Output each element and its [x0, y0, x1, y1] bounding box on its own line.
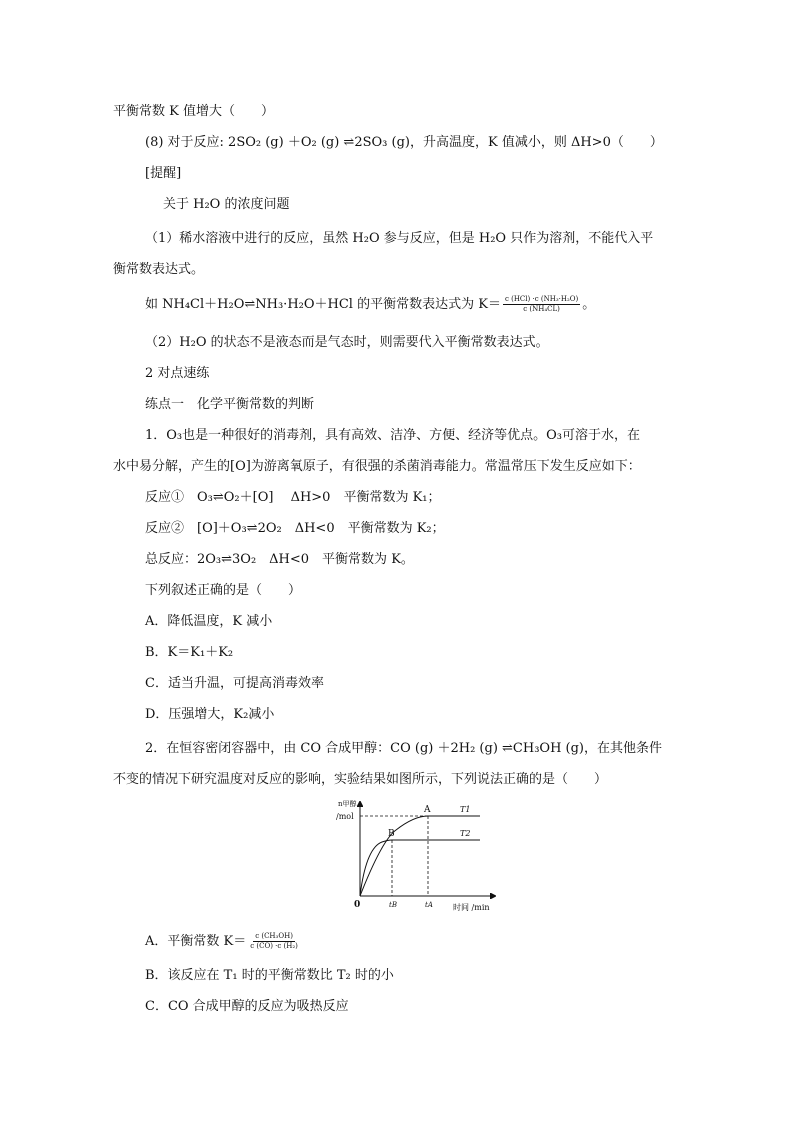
fraction-numerator: c (HCl) ·c (NH₃·H₂O)	[504, 295, 579, 303]
y-axis-unit: /mol	[336, 812, 354, 821]
reaction-line: 总反应：2O₃⇌3O₂ ΔH<0 平衡常数为 K。	[145, 552, 414, 567]
fraction-denominator: c (CO) ·c (H₂)	[250, 942, 298, 950]
expression-line	[145, 295, 595, 314]
question-text: 2．在恒容密闭容器中，由 CO 合成甲醇：CO (g) ＋2H₂ (g) ⇌CH₃OH (g)，在其他条件	[145, 741, 663, 756]
reaction-line: 反应② [O]＋O₃⇌2O₂ ΔH<0 平衡常数为 K₂；	[145, 521, 445, 536]
reaction-line: 反应① O₃⇌O₂＋[O] ΔH>0 平衡常数为 K₁；	[145, 490, 441, 505]
question-text: 1．O₃也是一种很好的消毒剂，具有高效、洁净、方便、经济等优点。O₃可溶于水，在	[145, 428, 641, 443]
series-t1-label: T1	[460, 805, 471, 814]
text-line: 衡常数表达式。	[113, 262, 205, 277]
section-heading: 练点一 化学平衡常数的判断	[145, 397, 315, 412]
option-c: C．适当升温，可提高消毒效率	[145, 676, 324, 691]
question-text: 不变的情况下研究温度对反应的影响，实验结果如图所示，下列说法正确的是（ ）	[113, 772, 608, 787]
question-prompt: 下列叙述正确的是（ ）	[145, 583, 302, 598]
expression-prefix: 如 NH₄Cl＋H₂O⇌NH₃·H₂O＋HCl 的平衡常数表达式为 K＝	[145, 297, 501, 312]
option-c: C．CO 合成甲醇的反应为吸热反应	[145, 999, 349, 1014]
text-line: （2）H₂O 的状态不是液态而是气态时，则需要代入平衡常数表达式。	[145, 335, 549, 350]
text-line: 关于 H₂O 的浓度问题	[163, 197, 290, 212]
series-t2-label: T2	[460, 829, 471, 838]
text-line: 平衡常数 K 值增大（ ）	[113, 104, 274, 119]
origin-label: 0	[354, 900, 361, 910]
fraction-denominator: c (NH₄CL)	[523, 305, 560, 313]
tick-tb-label: tB	[389, 901, 397, 909]
curve-t2	[360, 840, 480, 896]
option-d: D．压强增大，K₂减小	[145, 707, 275, 722]
curve-t1	[360, 816, 480, 896]
option-b: B．K＝K₁＋K₂	[145, 645, 234, 660]
text-line: (8) 对于反应: 2SO₂ (g) ＋O₂ (g) ⇌2SO₃ (g)，升高温度，K 值减小，则 ΔH>0（ ）	[145, 135, 663, 150]
y-axis-label: n甲醇	[338, 800, 357, 808]
methanol-time-graph	[330, 798, 510, 914]
option-a	[145, 932, 302, 951]
equilibrium-fraction	[248, 932, 300, 951]
x-axis-label: 时间 /min	[453, 903, 490, 912]
expression-suffix: 。	[582, 297, 596, 312]
option-a: A．降低温度，K 减小	[145, 614, 273, 629]
point-b-label: B	[388, 829, 395, 839]
section-heading: 2 对点速练	[145, 366, 210, 381]
equilibrium-fraction	[503, 295, 580, 314]
option-b: B．该反应在 T₁ 时的平衡常数比 T₂ 时的小	[145, 968, 394, 983]
fraction-numerator: c (CH₃OH)	[255, 932, 293, 940]
question-text: 水中易分解，产生的[O]为游离氧原子，有很强的杀菌消毒能力。常温常压下发生反应如下：	[113, 459, 641, 474]
tick-ta-label: tA	[425, 901, 433, 909]
text-line: （1）稀水溶液中进行的反应，虽然 H₂O 参与反应，但是 H₂O 只作为溶剂，不能代入平	[145, 231, 654, 246]
point-a-label: A	[424, 805, 431, 815]
option-a-prefix: A．平衡常数 K＝	[145, 934, 247, 949]
text-line: [提醒]	[145, 166, 182, 181]
